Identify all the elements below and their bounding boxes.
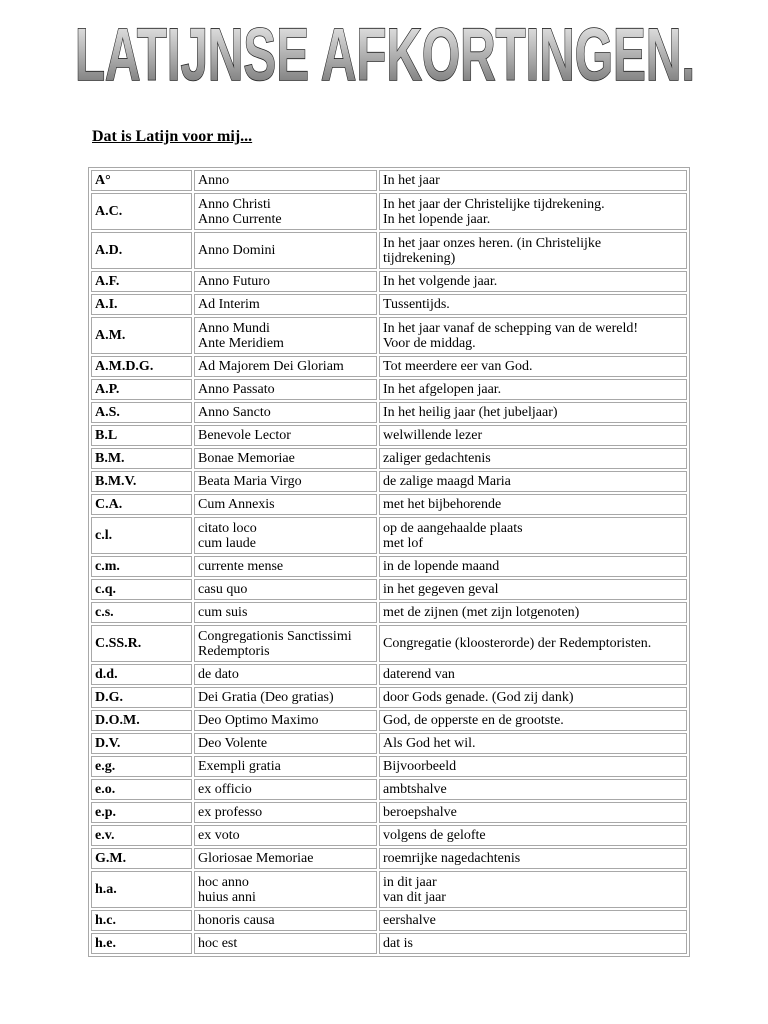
abbreviations-table: [88, 167, 690, 957]
latin-cell-line: Anno Christi: [198, 196, 271, 212]
meaning-cell-line: Bijvoorbeeld: [383, 759, 457, 774]
latin-cell-line: hoc est: [198, 936, 238, 951]
meaning-cell: [379, 933, 687, 954]
meaning-cell-line: van dit jaar: [383, 889, 446, 905]
table-row: [91, 494, 687, 515]
meaning-cell-line: In het volgende jaar.: [383, 274, 498, 289]
abbreviation-cell: c.m.: [91, 556, 192, 577]
meaning-cell-line: ambtshalve: [383, 782, 447, 797]
latin-cell-line: Cum Annexis: [198, 497, 275, 512]
meaning-cell-line: In het jaar onzes heren. (in Christelijke: [383, 235, 602, 251]
meaning-cell: [379, 170, 687, 191]
table-row: [91, 193, 687, 230]
table-row: [91, 356, 687, 377]
latin-cell-line: Anno Domini: [198, 243, 276, 258]
table-row: [91, 756, 687, 777]
latin-cell-line: Benevole Lector: [198, 428, 291, 443]
abbreviation-cell: d.d.: [91, 664, 192, 685]
table-row: [91, 825, 687, 846]
meaning-cell: [379, 625, 687, 662]
meaning-cell: [379, 425, 687, 446]
table-row: [91, 625, 687, 662]
latin-cell: [194, 756, 377, 777]
latin-cell-line: Redemptoris: [198, 643, 270, 659]
meaning-cell-line: op de aangehaalde plaats: [383, 520, 523, 536]
table-row: [91, 687, 687, 708]
latin-cell: [194, 379, 377, 400]
abbreviation-cell: e.p.: [91, 802, 192, 823]
latin-cell-line: Ad Interim: [198, 297, 260, 312]
table-row: [91, 471, 687, 492]
abbreviation-cell: A.S.: [91, 402, 192, 423]
abbreviation-cell: h.e.: [91, 933, 192, 954]
latin-cell: [194, 933, 377, 954]
table-row: [91, 517, 687, 554]
meaning-cell-line: dat is: [383, 936, 413, 951]
table-row: [91, 848, 687, 869]
latin-cell-line: huius anni: [198, 889, 256, 905]
latin-cell: [194, 625, 377, 662]
latin-cell: [194, 733, 377, 754]
latin-cell: [194, 871, 377, 908]
latin-cell: [194, 664, 377, 685]
latin-cell-line: ex officio: [198, 782, 252, 797]
abbreviation-cell: e.o.: [91, 779, 192, 800]
meaning-cell-line: volgens de gelofte: [383, 828, 486, 843]
latin-cell-line: Anno Mundi: [198, 320, 270, 336]
latin-cell: [194, 517, 377, 554]
latin-cell: [194, 471, 377, 492]
meaning-cell-line: Tot meerdere eer van God.: [383, 359, 533, 374]
abbreviation-cell: A.C.: [91, 193, 192, 230]
meaning-cell-line: in de lopende maand: [383, 559, 500, 574]
meaning-cell-line: in dit jaar: [383, 874, 437, 890]
meaning-cell-line: Als God het wil.: [383, 736, 476, 751]
meaning-cell-line: eershalve: [383, 913, 436, 928]
table-row: [91, 802, 687, 823]
abbreviation-cell: D.V.: [91, 733, 192, 754]
meaning-cell-line: In het jaar der Christelijke tijdrekening.: [383, 196, 605, 212]
meaning-cell: [379, 193, 687, 230]
latin-cell: [194, 193, 377, 230]
table-row: [91, 910, 687, 931]
table-row: [91, 556, 687, 577]
meaning-cell: [379, 517, 687, 554]
abbreviation-cell: A.F.: [91, 271, 192, 292]
meaning-cell-line: beroepshalve: [383, 805, 457, 820]
meaning-cell-line: in het gegeven geval: [383, 582, 499, 597]
latin-cell: [194, 579, 377, 600]
meaning-cell: [379, 687, 687, 708]
latin-cell: [194, 825, 377, 846]
latin-cell-line: cum suis: [198, 605, 248, 620]
meaning-cell: [379, 664, 687, 685]
meaning-cell: [379, 556, 687, 577]
table-row: [91, 271, 687, 292]
latin-cell: [194, 448, 377, 469]
latin-cell-line: Gloriosae Memoriae: [198, 851, 314, 866]
meaning-cell-line: In het jaar: [383, 173, 440, 188]
table-row: [91, 448, 687, 469]
table-row: [91, 579, 687, 600]
meaning-cell-line: Tussentijds.: [383, 297, 450, 312]
meaning-cell-line: In het lopende jaar.: [383, 211, 491, 227]
table-row: [91, 933, 687, 954]
abbreviation-cell: B.L: [91, 425, 192, 446]
latin-cell: [194, 602, 377, 623]
latin-cell-line: de dato: [198, 667, 239, 682]
latin-cell-line: Dei Gratia (Deo gratias): [198, 690, 334, 705]
table-row: [91, 317, 687, 354]
meaning-cell-line: welwillende lezer: [383, 428, 483, 443]
meaning-cell-line: met lof: [383, 535, 424, 551]
latin-cell: [194, 494, 377, 515]
abbreviation-cell: B.M.: [91, 448, 192, 469]
latin-cell-line: Bonae Memoriae: [198, 451, 295, 466]
latin-cell-line: ex voto: [198, 828, 240, 843]
latin-cell-line: Anno: [198, 173, 230, 188]
meaning-cell: [379, 271, 687, 292]
table-row: [91, 602, 687, 623]
meaning-cell: [379, 733, 687, 754]
meaning-cell-line: met de zijnen (met zijn lotgenoten): [383, 605, 580, 620]
table-row: [91, 779, 687, 800]
latin-cell-line: Ante Meridiem: [198, 335, 284, 351]
abbreviation-cell: c.s.: [91, 602, 192, 623]
abbreviation-cell: c.q.: [91, 579, 192, 600]
abbreviation-cell: A.D.: [91, 232, 192, 269]
meaning-cell-line: God, de opperste en de grootste.: [383, 713, 564, 728]
latin-cell-line: Beata Maria Virgo: [198, 474, 302, 489]
table-row: [91, 664, 687, 685]
latin-cell: [194, 710, 377, 731]
meaning-cell-line: de zalige maagd Maria: [383, 474, 511, 489]
abbreviation-cell: A°: [91, 170, 192, 191]
latin-cell: [194, 170, 377, 191]
latin-cell-line: currente mense: [198, 559, 284, 574]
latin-cell: [194, 802, 377, 823]
abbreviation-cell: B.M.V.: [91, 471, 192, 492]
abbreviation-cell: c.l.: [91, 517, 192, 554]
table-row: [91, 710, 687, 731]
latin-cell-line: Deo Optimo Maximo: [198, 713, 319, 728]
meaning-cell: [379, 756, 687, 777]
meaning-cell: [379, 294, 687, 315]
latin-cell: [194, 232, 377, 269]
document-title-text: LATIJNSE AFKORTINGEN.: [75, 13, 695, 90]
abbreviation-cell: A.M.: [91, 317, 192, 354]
latin-cell: [194, 356, 377, 377]
latin-cell: [194, 910, 377, 931]
latin-cell-line: Congregationis Sanctissimi: [198, 628, 352, 644]
meaning-cell: [379, 402, 687, 423]
latin-cell-line: casu quo: [198, 582, 248, 597]
meaning-cell-line: door Gods genade. (God zij dank): [383, 690, 574, 705]
latin-cell-line: Anno Passato: [198, 382, 275, 397]
latin-cell-line: Deo Volente: [198, 736, 268, 751]
meaning-cell: [379, 471, 687, 492]
meaning-cell-line: met het bijbehorende: [383, 497, 502, 512]
meaning-cell: [379, 232, 687, 269]
latin-cell-line: Ad Majorem Dei Gloriam: [198, 359, 344, 374]
abbreviation-cell: A.M.D.G.: [91, 356, 192, 377]
meaning-cell-line: Voor de middag.: [383, 335, 476, 351]
latin-cell-line: citato loco: [198, 520, 257, 536]
table-row: [91, 294, 687, 315]
latin-cell: [194, 402, 377, 423]
latin-cell-line: hoc anno: [198, 874, 249, 890]
abbreviation-cell: h.c.: [91, 910, 192, 931]
table-row: [91, 871, 687, 908]
document-title: [70, 10, 700, 90]
table-row: [91, 379, 687, 400]
meaning-cell-line: Congregatie (kloosterorde) der Redemptoristen.: [383, 636, 652, 651]
abbreviation-cell: C.A.: [91, 494, 192, 515]
meaning-cell-line: In het afgelopen jaar.: [383, 382, 502, 397]
meaning-cell: [379, 494, 687, 515]
latin-cell-line: Anno Sancto: [198, 405, 271, 420]
meaning-cell: [379, 779, 687, 800]
meaning-cell: [379, 356, 687, 377]
latin-cell: [194, 779, 377, 800]
meaning-cell: [379, 871, 687, 908]
latin-cell: [194, 271, 377, 292]
latin-cell: [194, 317, 377, 354]
abbreviation-cell: A.I.: [91, 294, 192, 315]
meaning-cell: [379, 848, 687, 869]
meaning-cell: [379, 802, 687, 823]
latin-cell: [194, 294, 377, 315]
abbreviation-cell: e.g.: [91, 756, 192, 777]
abbreviation-cell: D.G.: [91, 687, 192, 708]
table-row: [91, 232, 687, 269]
meaning-cell-line: In het heilig jaar (het jubeljaar): [383, 405, 558, 420]
meaning-cell: [379, 379, 687, 400]
latin-cell-line: ex professo: [198, 805, 263, 820]
abbreviation-cell: D.O.M.: [91, 710, 192, 731]
latin-cell-line: honoris causa: [198, 913, 275, 928]
latin-cell: [194, 687, 377, 708]
abbreviation-cell: h.a.: [91, 871, 192, 908]
meaning-cell-line: tijdrekening): [383, 250, 456, 266]
abbreviation-cell: G.M.: [91, 848, 192, 869]
meaning-cell: [379, 317, 687, 354]
table-row: [91, 733, 687, 754]
latin-cell-line: Anno Currente: [198, 211, 282, 227]
table-row: [91, 402, 687, 423]
abbreviation-cell: A.P.: [91, 379, 192, 400]
table-row: [91, 425, 687, 446]
meaning-cell-line: zaliger gedachtenis: [383, 451, 491, 466]
table-row: [91, 170, 687, 191]
meaning-cell: [379, 602, 687, 623]
latin-cell-line: Exempli gratia: [198, 759, 281, 774]
latin-cell-line: Anno Futuro: [198, 274, 270, 289]
document-subtitle: Dat is Latijn voor mij...: [92, 128, 253, 145]
meaning-cell: [379, 579, 687, 600]
meaning-cell-line: In het jaar vanaf de schepping van de wereld!: [383, 320, 638, 336]
meaning-cell: [379, 825, 687, 846]
meaning-cell-line: daterend van: [383, 667, 455, 682]
latin-cell-line: cum laude: [198, 535, 256, 551]
meaning-cell: [379, 910, 687, 931]
abbreviation-cell: C.SS.R.: [91, 625, 192, 662]
latin-cell: [194, 556, 377, 577]
abbreviation-cell: e.v.: [91, 825, 192, 846]
meaning-cell: [379, 448, 687, 469]
latin-cell: [194, 425, 377, 446]
meaning-cell: [379, 710, 687, 731]
meaning-cell-line: roemrijke nagedachtenis: [383, 851, 521, 866]
latin-cell: [194, 848, 377, 869]
